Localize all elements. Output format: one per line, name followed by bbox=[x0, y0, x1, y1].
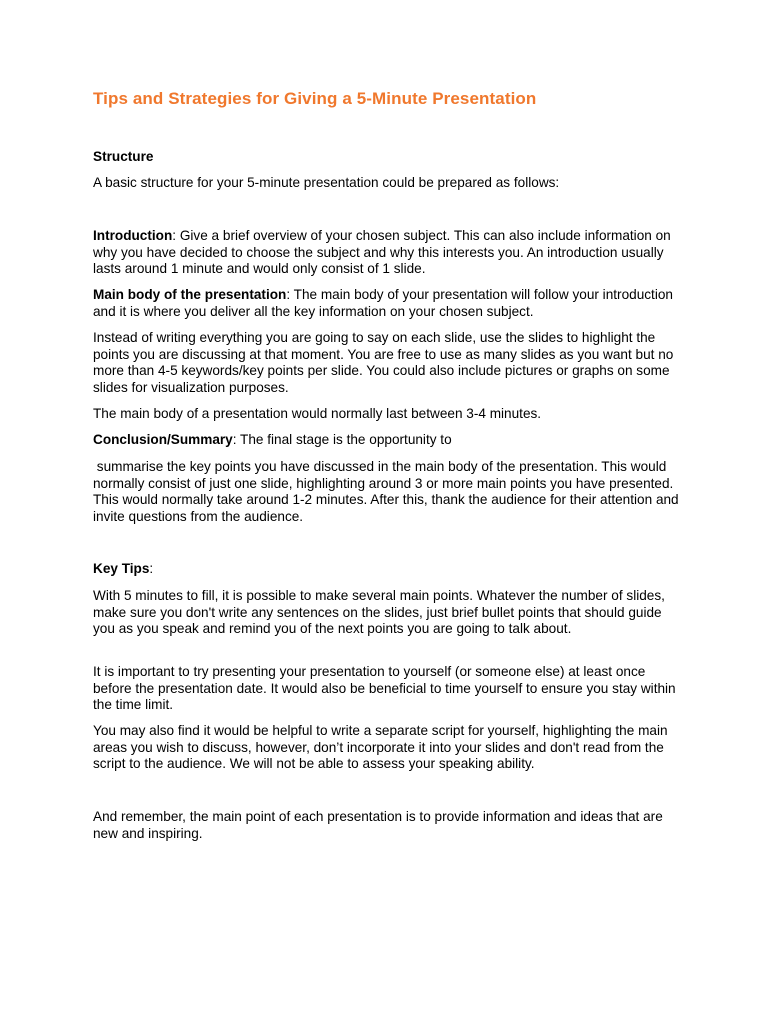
tip-paragraph-2: It is important to try presenting your presentation to yourself (or someone else) at least once before the presentation date. It would also be beneficial to time yourself to ensure you stay within the time limit. bbox=[93, 664, 676, 713]
introduction-label: Introduction bbox=[93, 228, 173, 243]
main-body-paragraph bbox=[93, 287, 683, 320]
introduction-text: : Give a brief overview of your chosen subject. This can also include information on why you have decided to choose the subject and why this interests you. An introduction usually lasts around 1 minute and would only consist of 1 slide. bbox=[93, 228, 671, 277]
conclusion-paragraph bbox=[93, 432, 683, 449]
structure-heading: Structure bbox=[93, 149, 154, 164]
main-body-text: : The main body of your presentation will follow your introduction and it is where you deliver all the key information on your chosen subject. bbox=[93, 287, 673, 319]
summary-paragraph: summarise the key points you have discussed in the main body of the presentation. This would normally consist of just one slide, highlighting around 3 or more main points you have presented. This would normally take around 1-2 minutes. After this, thank the audience for their attention and invite questions from the audience. bbox=[93, 459, 683, 525]
key-tips-colon: : bbox=[149, 561, 154, 576]
main-body-label: Main body of the presentation bbox=[93, 287, 287, 302]
introduction-paragraph bbox=[93, 228, 683, 278]
key-tips-label: Key Tips bbox=[93, 561, 150, 576]
document-title: Tips and Strategies for Giving a 5-Minute Presentation bbox=[93, 89, 537, 108]
conclusion-label: Conclusion/Summary bbox=[93, 432, 233, 447]
duration-paragraph: The main body of a presentation would normally last between 3-4 minutes. bbox=[93, 406, 542, 421]
tip-paragraph-3: You may also find it would be helpful to write a separate script for yourself, highlighting the main areas you wish to discuss, however, don’t incorporate it into your slides and don't read from the script to the audience. We will not be able to assess your speaking ability. bbox=[93, 723, 668, 772]
tip-paragraph-1: With 5 minutes to fill, it is possible to make several main points. Whatever the number of slides, make sure you don't write any sentences on the slides, just brief bullet points that should guide you as you speak and remind you of the next points you are going to talk about. bbox=[93, 588, 665, 637]
slides-paragraph: Instead of writing everything you are going to say on each slide, use the slides to highlight the points you are discussing at that moment. You are free to use as many slides as you want but no more than 4-5 keywords/key points per slide. You could also include pictures or graphs on some slides for visualization purposes. bbox=[93, 330, 674, 396]
key-tips-heading bbox=[93, 561, 683, 578]
conclusion-text: : The final stage is the opportunity to bbox=[232, 432, 452, 447]
closing-paragraph: And remember, the main point of each presentation is to provide information and ideas that are new and inspiring. bbox=[93, 809, 663, 841]
structure-intro: A basic structure for your 5-minute presentation could be prepared as follows: bbox=[93, 175, 560, 190]
